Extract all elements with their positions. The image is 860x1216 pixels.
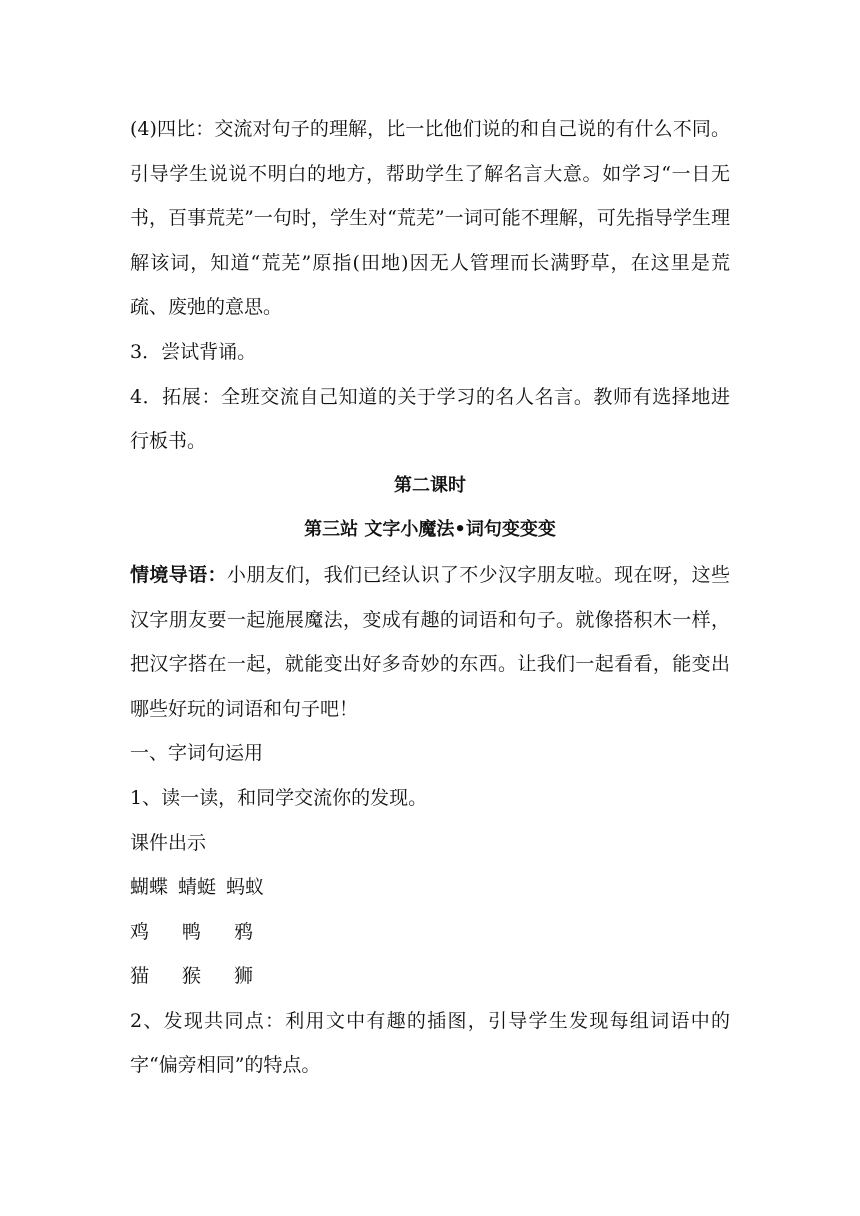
word-group-animals bbox=[130, 954, 730, 999]
paragraph-try-recite: 3．尝试背诵。 bbox=[130, 340, 257, 363]
word-item: 蝴蝶 bbox=[130, 876, 169, 899]
intro-paragraph bbox=[130, 553, 730, 731]
intro-text: 小朋友们，我们已经认识了不少汉字朋友啦。现在呀，这些汉字朋友要一起施展魔法，变成有趣的词语和句子。就像搭积木一样，把汉字搭在一起，就能变出好多奇妙的东西。让我们一起看看，能变出哪些好玩的词语和句子吧！ bbox=[130, 563, 730, 720]
item-one: 1、读一读，和同学交流你的发现。 bbox=[130, 786, 428, 809]
word-item: 鸦 bbox=[234, 920, 254, 943]
intro-label: 情境导语： bbox=[130, 563, 227, 586]
courseware-label: 课件出示 bbox=[130, 831, 207, 854]
document-page bbox=[130, 107, 730, 1088]
word-item: 蜻蜓 bbox=[178, 876, 217, 899]
paragraph-extension: 4．拓展：全班交流自己知道的关于学习的名人名言。教师有选择地进行板书。 bbox=[130, 385, 730, 453]
word-item: 猫 bbox=[130, 965, 150, 988]
section-title: 一、字词句运用 bbox=[130, 742, 264, 765]
word-item: 蚂蚁 bbox=[226, 876, 265, 899]
station-heading: 第三站 文字小魔法•词句变变变 bbox=[304, 519, 556, 541]
word-item: 狮 bbox=[234, 965, 254, 988]
word-group-insects bbox=[130, 865, 730, 910]
word-group-birds bbox=[130, 910, 730, 955]
word-item: 猴 bbox=[182, 965, 202, 988]
paragraph-four-compare: (4)四比：交流对句子的理解，比一比他们说的和自己说的有什么不同。引导学生说说不明白的地方，帮助学生了解名言大意。如学习“一日无书，百事荒芜”一句时，学生对“荒芜”一词可能不理解，可先指导学生理解该词，知道“荒芜”原指(田地)因无人管理而长满野草，在这里是荒疏、废弛的意思。 bbox=[130, 118, 730, 319]
lesson-heading: 第二课时 bbox=[394, 474, 466, 496]
word-item: 鸡 bbox=[130, 920, 150, 943]
word-item: 鸭 bbox=[182, 920, 202, 943]
item-two: 2、发现共同点：利用文中有趣的插图，引导学生发现每组词语中的字“偏旁相同”的特点。 bbox=[130, 1009, 730, 1077]
